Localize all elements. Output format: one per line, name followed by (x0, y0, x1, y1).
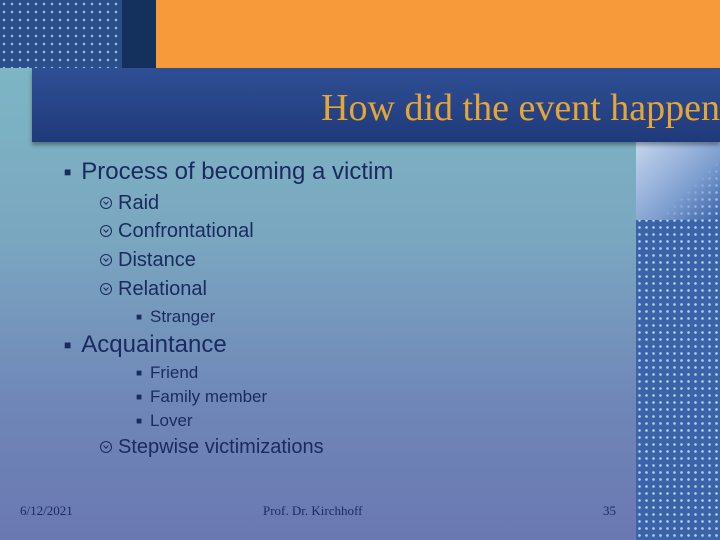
circle-arrow-bullet-icon (100, 441, 112, 453)
decorative-strip (122, 0, 156, 68)
circle-arrow-bullet-icon (100, 254, 112, 266)
bullet-level2: Raid (100, 192, 159, 215)
circle-arrow-bullet-icon (100, 225, 112, 237)
bullet-level2: Distance (100, 249, 196, 272)
square-bullet-icon: ■ (136, 416, 143, 427)
decorative-diagonal (636, 140, 720, 220)
bullet-level1: ■ Process of becoming a victim (64, 158, 394, 185)
bullet-level3: ■ Stranger (136, 307, 216, 326)
slide-title: How did the event happen (321, 87, 720, 129)
bullet-level3: ■ Friend (136, 363, 199, 382)
bullet-level2: Relational (100, 278, 207, 301)
bullet-level3: ■ Lover (136, 411, 193, 430)
bullet-level2: Stepwise victimizations (100, 436, 324, 459)
square-bullet-icon: ■ (64, 338, 72, 352)
footer-page-number: 35 (603, 503, 616, 518)
bullet-level2: Confrontational (100, 220, 254, 243)
circle-arrow-bullet-icon (100, 197, 112, 209)
bullet-level3: ■ Family member (136, 387, 268, 406)
square-bullet-icon: ■ (136, 312, 143, 323)
bullet-level1: ■ Acquaintance (64, 331, 227, 358)
square-bullet-icon: ■ (136, 392, 143, 403)
circle-arrow-bullet-icon (100, 283, 112, 295)
footer-date: 6/12/2021 (20, 503, 73, 518)
square-bullet-icon: ■ (64, 165, 72, 179)
footer-author: Prof. Dr. Kirchhoff (263, 503, 363, 518)
title-bar (32, 68, 720, 142)
square-bullet-icon: ■ (136, 368, 143, 379)
decorative-orange-band (156, 0, 720, 68)
